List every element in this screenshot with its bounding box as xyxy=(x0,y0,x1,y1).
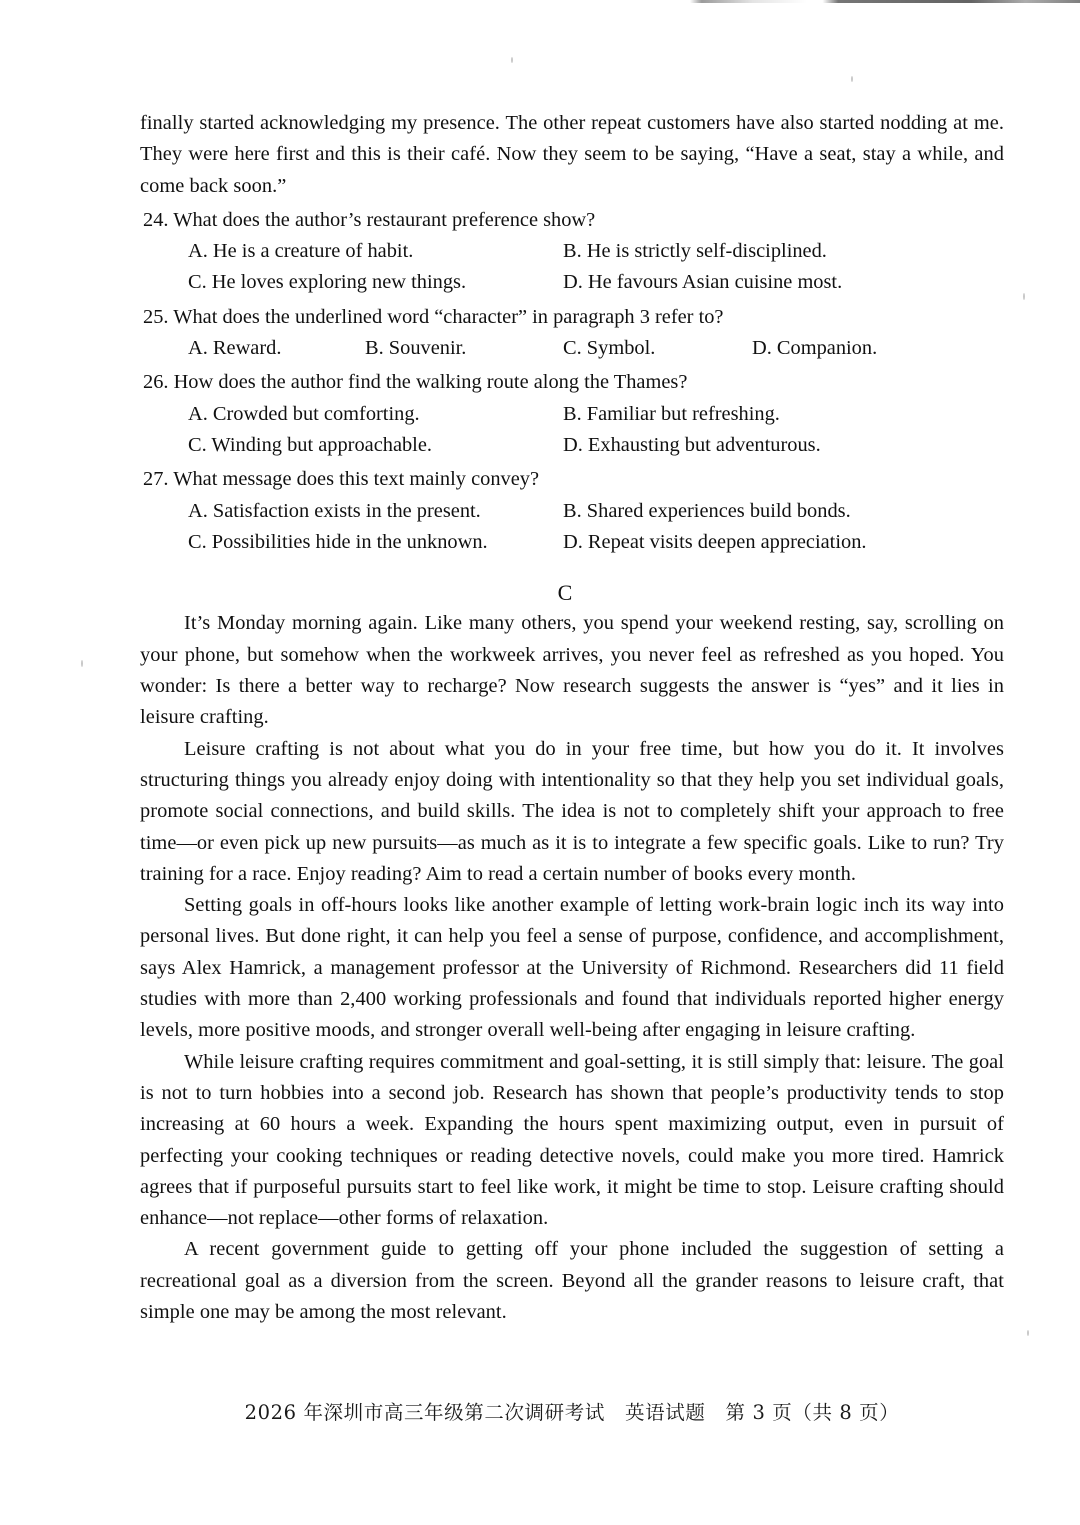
question-24-options-row-2 xyxy=(140,267,1004,298)
question-25 xyxy=(140,302,1004,365)
question-24-option-c[interactable]: C. He loves exploring new things. xyxy=(188,271,467,294)
question-25-option-c[interactable]: C. Symbol. xyxy=(563,337,656,360)
page-footer: 2026 年深圳市高三年级第二次调研考试 英语试题 第 3 页（共 8 页） xyxy=(244,1401,900,1424)
passage-c-paragraph-2: Leisure crafting is not about what you do in your free time, but how you do it. It involves structuring things you already enjoy doing with intentionality so that they help you set individual goals, promote social connections, and build skills. The idea is not to completely shift your approach to free time—or even pick up new pursuits—as much as it is to integrate a few specific goals. Like to run? Try training for a race. Enjoy reading? Aim to read a certain number of books every month. xyxy=(140,737,1004,885)
question-27-option-c[interactable]: C. Possibilities hide in the unknown. xyxy=(188,530,488,553)
question-27-option-a[interactable]: A. Satisfaction exists in the present. xyxy=(188,499,481,522)
question-27-options-row-2 xyxy=(140,527,1004,558)
question-26-option-b[interactable]: B. Familiar but refreshing. xyxy=(563,402,780,425)
question-24-option-a[interactable]: A. He is a creature of habit. xyxy=(188,240,414,263)
question-24-option-d[interactable]: D. He favours Asian cuisine most. xyxy=(563,271,843,294)
question-26-option-c[interactable]: C. Winding but approachable. xyxy=(188,433,433,456)
scan-speck xyxy=(81,660,83,667)
question-26-stem: 26. How does the author find the walking route along the Thames? xyxy=(143,371,688,394)
passage-c-paragraph-5: A recent government guide to getting off your phone included the suggestion of setting a recreational goal as a diversion from the screen. Beyond all the grander reasons to leisure craft, that simple one may be among the most relevant. xyxy=(140,1238,1004,1323)
question-25-option-a[interactable]: A. Reward. xyxy=(188,337,282,360)
question-24-stem: 24. What does the author’s restaurant preference show? xyxy=(143,208,596,231)
passage-c-paragraph-1: It’s Monday morning again. Like many others, you spend your weekend resting, say, scrolling on your phone, but somehow when the workweek arrives, you never feel as refreshed as you hoped. You wonder: Is there a better way to recharge? Now research suggests the answer is “yes” and it lies in leisure crafting. xyxy=(140,612,1004,729)
scan-speck xyxy=(1023,293,1025,300)
question-25-options-row-1 xyxy=(140,333,1004,364)
question-24-option-b[interactable]: B. He is strictly self-disciplined. xyxy=(563,240,827,263)
question-27-option-d[interactable]: D. Repeat visits deepen appreciation. xyxy=(563,530,867,553)
question-24-options-row-1 xyxy=(140,236,1004,267)
passage-c-heading: C xyxy=(557,580,573,606)
question-27 xyxy=(140,464,1004,558)
passage-c-paragraph-4: While leisure crafting requires commitment and goal-setting, it is still simply that: leisure. The goal is not to turn hobbies into a second job. Research has shown that people’s productivity tends to stop increasing at 60 hours a week. Expanding the hours spent maximizing output, even in pursuit of perfecting your cooking techniques or reading detective novels, could make you more tired. Hamrick agrees that if purposeful pursuits start to feel like work, it might be time to stop. Leisure crafting should enhance—not replace—other forms of relaxation. xyxy=(140,1050,1004,1230)
question-27-option-b[interactable]: B. Shared experiences build bonds. xyxy=(563,499,851,522)
question-27-options-row-1 xyxy=(140,496,1004,527)
question-26-option-a[interactable]: A. Crowded but comforting. xyxy=(188,402,420,425)
passage-c-paragraph-3: Setting goals in off-hours looks like another example of letting work-brain logic inch its way into personal lives. But done right, it can help you feel a sense of purpose, confidence, and accomplishment, says Alex Hamrick, a management professor at the University of Richmond. Researchers did 11 field studies with more than 2,400 working professionals and found that individuals reported higher energy levels, more positive moods, and stronger overall well-being after engaging in leisure crafting. xyxy=(140,894,1004,1042)
question-26-options-row-1 xyxy=(140,399,1004,430)
page-content xyxy=(140,0,1004,1525)
question-25-stem: 25. What does the underlined word “character” in paragraph 3 refer to? xyxy=(143,305,724,328)
question-26-options-row-2 xyxy=(140,430,1004,461)
question-26-option-d[interactable]: D. Exhausting but adventurous. xyxy=(563,433,821,456)
question-25-option-b[interactable]: B. Souvenir. xyxy=(365,337,467,360)
scan-speck xyxy=(1027,1330,1029,1336)
continued-paragraph: finally started acknowledging my presence. The other repeat customers have also started nodding at me. They were here first and this is their café. Now they seem to be saying, “Have a seat, stay a while, and come back soon.” xyxy=(140,112,1004,197)
question-25-option-d[interactable]: D. Companion. xyxy=(752,337,878,360)
question-27-stem: 27. What message does this text mainly convey? xyxy=(143,468,540,491)
question-24 xyxy=(140,205,1004,299)
question-26 xyxy=(140,367,1004,461)
